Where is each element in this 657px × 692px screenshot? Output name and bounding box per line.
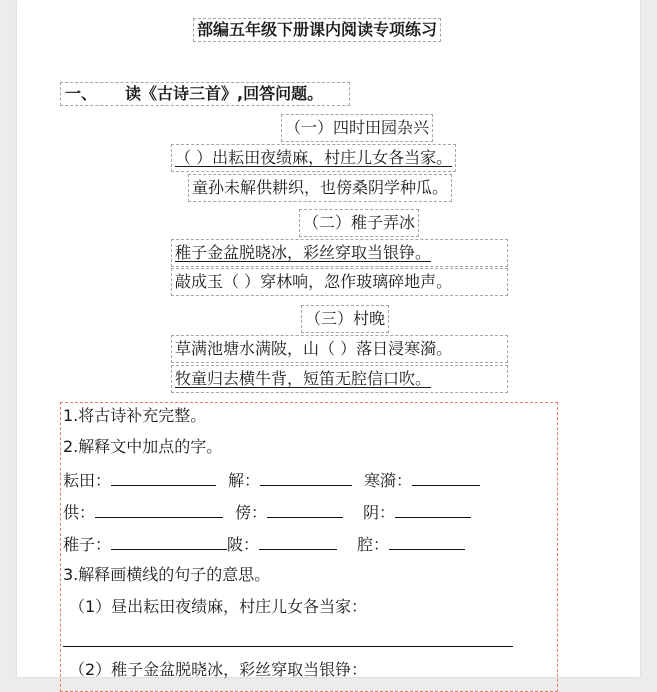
document-title: 部编五年级下册课内阅读专项练习 xyxy=(193,18,441,42)
answer-blank[interactable] xyxy=(389,533,465,550)
poem-3-title: （三）村晚 xyxy=(301,305,389,333)
section-heading xyxy=(60,82,350,106)
poem-1-line-1 xyxy=(171,144,456,172)
word-gong: 供： xyxy=(63,503,96,522)
section-heading-text: 读《古诗三首》,回答问题。 xyxy=(125,84,324,103)
poem-3-line-1: 草满池塘水满陂，山（ ）落日浸寒漪。 xyxy=(171,335,508,363)
poem-1-title: （一）四时田园杂兴 xyxy=(281,114,433,142)
poem-2-line-1-text: 稚子金盆脱晓冰，彩丝穿取当银铮。 xyxy=(175,243,432,262)
word-row-2 xyxy=(63,501,471,523)
word-hanyi: 寒漪： xyxy=(364,471,413,490)
word-yuntian: 耘田： xyxy=(63,471,112,490)
question-3-part-2: （2）稚子金盆脱晓冰，彩丝穿取当银铮： xyxy=(69,660,368,679)
poem-2-title: （二）稚子弄冰 xyxy=(299,209,419,237)
word-bang: 傍： xyxy=(235,503,268,522)
answer-blank[interactable] xyxy=(111,469,216,486)
poem-1-line-1-text: （ ）出耘田夜绩麻，村庄儿女各当家。 xyxy=(175,148,453,167)
question-3: 3.解释画横线的句子的意思。 xyxy=(63,565,271,584)
answer-blank[interactable] xyxy=(260,469,352,486)
word-bei: 陂： xyxy=(227,535,260,554)
question-3-part-1: （1）昼出耘田夜绩麻，村庄儿女各当家： xyxy=(69,597,368,616)
word-jie: 解： xyxy=(228,471,261,490)
question-2: 2.解释文中加点的字。 xyxy=(63,437,223,456)
answer-blank[interactable] xyxy=(95,501,223,518)
word-row-1 xyxy=(63,469,480,491)
document-page xyxy=(17,0,640,677)
word-yin: 阴： xyxy=(363,503,396,522)
answer-blank[interactable] xyxy=(267,501,343,518)
answer-blank[interactable] xyxy=(259,533,337,550)
answer-line[interactable] xyxy=(63,646,513,647)
poem-2-line-2: 敲成玉（ ）穿林响，忽作玻璃碎地声。 xyxy=(171,268,508,296)
poem-1-line-2: 童孙未解供耕织，也傍桑阴学种瓜。 xyxy=(188,174,452,202)
word-row-3 xyxy=(63,533,465,555)
poem-3-line-2-text: 牧童归去横牛背，短笛无腔信口吹。 xyxy=(175,369,432,388)
poem-2-line-1 xyxy=(171,239,508,267)
word-zhizi: 稚子： xyxy=(63,535,112,554)
word-qiang: 腔： xyxy=(357,535,390,554)
answer-blank[interactable] xyxy=(395,501,471,518)
poem-3-line-2 xyxy=(171,365,508,393)
answer-blank[interactable] xyxy=(111,533,227,550)
question-1: 1.将古诗补充完整。 xyxy=(63,406,207,425)
section-number: 一、 xyxy=(65,84,98,103)
answer-blank[interactable] xyxy=(412,469,480,486)
